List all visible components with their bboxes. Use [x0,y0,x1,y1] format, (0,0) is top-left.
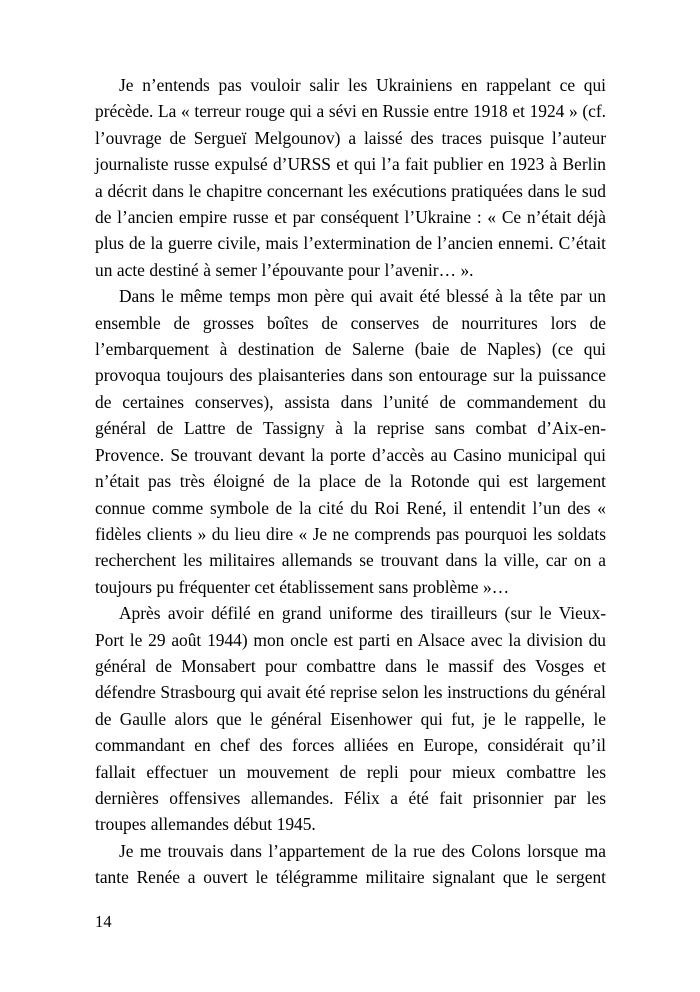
body-paragraph-1: Je n’entends pas vouloir salir les Ukrainiens en rappelant ce qui précède. La « terreur rouge qui a sévi en Russie entre 1918 et 1924 » (cf. l’ouvrage de Sergueï Melgounov) a laissé des traces puisque l’auteur journaliste russe expulsé d’URSS et qui l’a fait publier en 1923 à Berlin a décrit dans le chapitre concernant les exécutions pratiquées dans le sud de l’ancien empire russe et par conséquent l’Ukraine : « Ce n’était déjà plus de la guerre civile, mais l’extermination de l’ancien ennemi. C’était un acte destiné à semer l’épouvante pour l’avenir… ». [95,75,606,280]
page-text-block [95,72,606,891]
body-paragraph-4: Je me trouvais dans l’appartement de la rue des Colons lorsque ma tante Renée a ouvert le télégramme militaire signalant que le sergent [95,840,606,888]
page-number: 14 [95,912,112,931]
body-paragraph-2: Dans le même temps mon père qui avait été blessé à la tête par un ensemble de grosses boîtes de conserves de nourritures lors de l’embarquement à destination de Salerne (baie de Naples) (ce qui provoqua toujours des plaisanteries dans son entourage sur la puissance de certaines conserves), assista dans l’unité de commandement du général de Lattre de Tassigny à la reprise sans combat d’Aix-en-Provence. Se trouvant devant la porte d’accès au Casino municipal qui n’était pas très éloigné de la place de la Rotonde qui est largement connue comme symbole de la cité du Roi René, il entendit l’un des « fidèles clients » du lieu dire « Je ne comprends pas pourquoi les soldats recherchent les militaires allemands se trouvant dans la ville, car on a toujours pu fréquenter cet établissement sans problème »… [95,286,606,597]
body-paragraph-3: Après avoir défilé en grand uniforme des tirailleurs (sur le Vieux-Port le 29 août 1944) mon oncle est parti en Alsace avec la division du général de Monsabert pour combattre dans le massif des Vosges et défendre Strasbourg qui avait été reprise selon les instructions du général de Gaulle alors que le général Eisenhower qui fut, je le rappelle, le commandant en chef des forces alliées en Europe, considérait qu’il fallait effectuer un mouvement de repli pour mieux combattre les dernières offensives allemandes. Félix a été fait prisonnier par les troupes allemandes début 1945. [95,603,606,835]
